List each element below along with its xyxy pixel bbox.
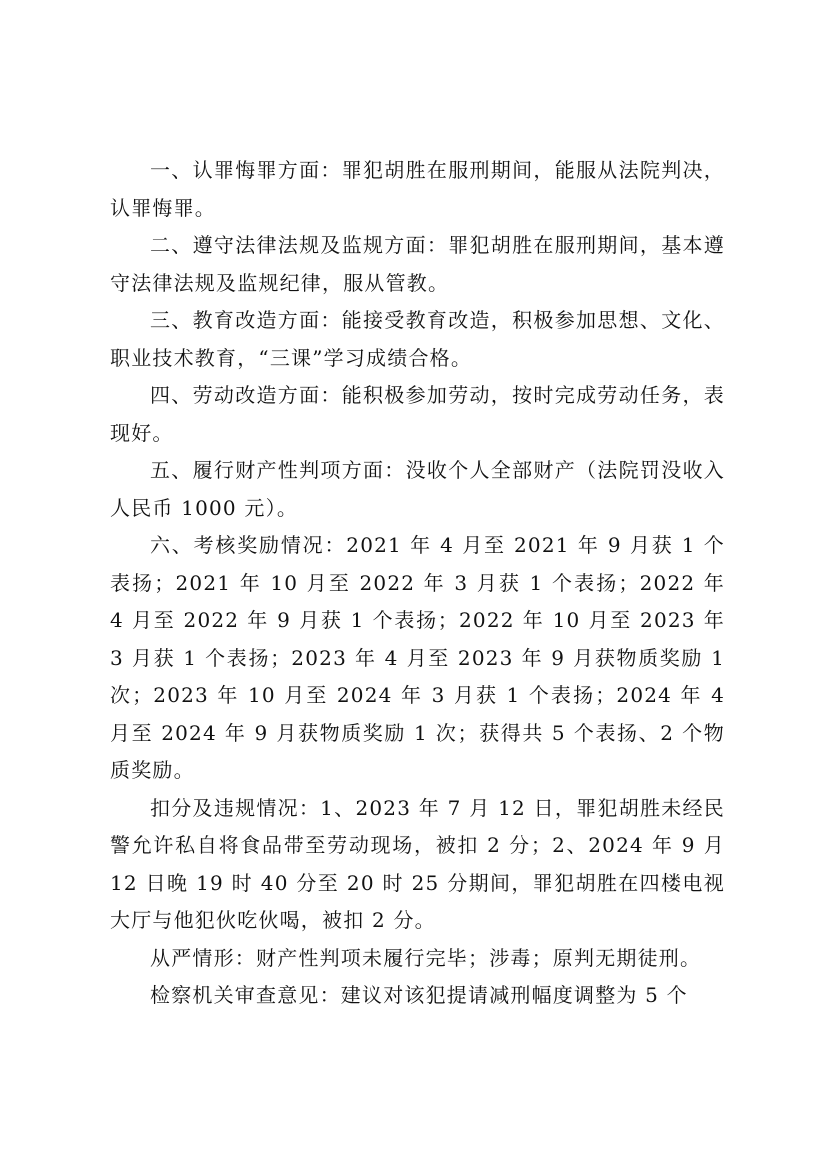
paragraph-education: 三、教育改造方面：能接受教育改造，积极参加思想、文化、职业技术教育，“三课”学习成绩合格。: [110, 308, 725, 370]
document-body: [110, 152, 725, 1015]
paragraph-procuratorate-opinion: 检察机关审查意见：建议对该犯提请减刑幅度调整为 5 个: [150, 983, 688, 1007]
paragraph-property-judgment: 五、履行财产性判项方面：没收个人全部财产（法院罚没收入人民币 1000 元）。: [110, 458, 725, 520]
paragraph-deductions: 扣分及违规情况：1、2023 年 7 月 12 日，罪犯胡胜未经民警允许私自将食品带至劳动现场，被扣 2 分；2、2024 年 9 月 12 日晚 19 时 40 分至 20 时 25 分期间，罪犯胡胜在四楼电视大厅与他犯伙吃伙喝，被扣 2 分。: [110, 795, 725, 932]
paragraph-law-compliance: 二、遵守法律法规及监规方面：罪犯胡胜在服刑期间，基本遵守法律法规及监规纪律，服从管教。: [110, 233, 725, 295]
paragraph-labor: 四、劳动改造方面：能积极参加劳动，按时完成劳动任务，表现好。: [110, 383, 725, 445]
paragraph-rewards: 六、考核奖励情况：2021 年 4 月至 2021 年 9 月获 1 个表扬；2021 年 10 月至 2022 年 3 月获 1 个表扬；2022 年 4 月至 2022 年 9 月获 1 个表扬；2022 年 10 月至 2023 年 3 月获 1 个表扬；2023 年 4 月至 2023 年 9 月获物质奖励 1 次；2023 年 10 月至 2024 年 3 月获 1 个表扬；2024 年 4 月至 2024 年 9 月获物质奖励 1 次；获得共 5 个表扬、2 个物质奖励。: [110, 533, 725, 782]
paragraph-strict-circumstances: 从严情形：财产性判项未履行完毕；涉毒；原判无期徒刑。: [150, 945, 702, 970]
paragraph-repentance: 一、认罪悔罪方面：罪犯胡胜在服刑期间，能服从法院判决，认罪悔罪。: [110, 158, 725, 220]
